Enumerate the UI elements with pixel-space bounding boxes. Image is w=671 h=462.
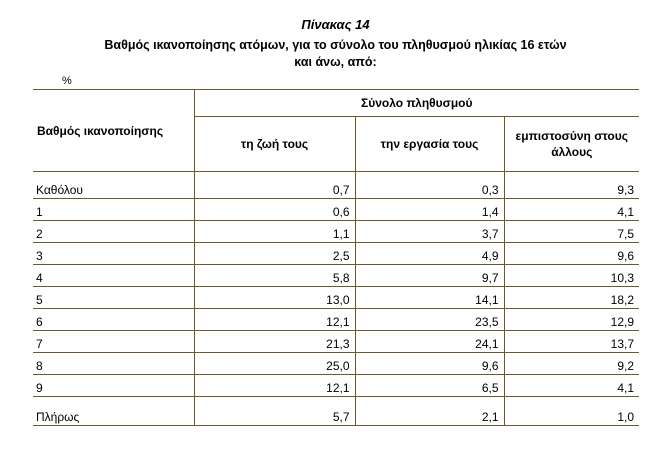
table-cell: 12,9 xyxy=(504,309,639,331)
table-cell: 1,4 xyxy=(355,199,504,221)
table-cell: 1,1 xyxy=(194,221,355,243)
table-cell: 6,5 xyxy=(355,375,504,397)
row-label: 1 xyxy=(33,199,194,221)
subtitle-line-1: Βαθμός ικανοποίησης ατόμων, για το σύνολο του πληθυσμού ηλικίας 16 ετών xyxy=(104,38,567,52)
table-row xyxy=(33,375,639,397)
row-label: 4 xyxy=(33,265,194,287)
table-body xyxy=(33,172,639,426)
table-row xyxy=(33,243,639,265)
table-row xyxy=(33,353,639,375)
row-label: 9 xyxy=(33,375,194,397)
table-row xyxy=(33,309,639,331)
table-row xyxy=(33,397,639,426)
table-cell: 5,7 xyxy=(194,397,355,426)
table-title: Πίνακας 14 xyxy=(301,17,370,32)
table-cell: 9,6 xyxy=(504,243,639,265)
table-cell: 0,7 xyxy=(194,172,355,199)
table-cell: 14,1 xyxy=(355,287,504,309)
table-cell: 13,7 xyxy=(504,331,639,353)
satisfaction-table xyxy=(33,89,639,426)
table-cell: 4,9 xyxy=(355,243,504,265)
table-cell: 0,3 xyxy=(355,172,504,199)
row-label: 6 xyxy=(33,309,194,331)
row-label: 3 xyxy=(33,243,194,265)
table-cell: 10,3 xyxy=(504,265,639,287)
table-cell: 4,1 xyxy=(504,375,639,397)
row-label: Καθόλου xyxy=(33,172,194,199)
table-cell: 9,2 xyxy=(504,353,639,375)
table-cell: 7,5 xyxy=(504,221,639,243)
table-row xyxy=(33,172,639,199)
table-cell: 9,7 xyxy=(355,265,504,287)
table-cell: 3,7 xyxy=(355,221,504,243)
group-header: Σύνολο πληθυσμού xyxy=(194,90,639,117)
table-cell: 24,1 xyxy=(355,331,504,353)
table-cell: 21,3 xyxy=(194,331,355,353)
table-cell: 1,0 xyxy=(504,397,639,426)
table-cell: 12,1 xyxy=(194,375,355,397)
table-cell: 4,1 xyxy=(504,199,639,221)
table-cell: 12,1 xyxy=(194,309,355,331)
table-cell: 13,0 xyxy=(194,287,355,309)
row-header: Βαθμός ικανοποίησης xyxy=(33,90,194,172)
unit-label: % xyxy=(62,75,72,87)
row-label: 8 xyxy=(33,353,194,375)
row-label: 7 xyxy=(33,331,194,353)
column-header: την εργασία τους xyxy=(355,117,504,172)
table-cell: 9,3 xyxy=(504,172,639,199)
row-label: 2 xyxy=(33,221,194,243)
column-header: τη ζωή τους xyxy=(194,117,355,172)
table-row xyxy=(33,265,639,287)
table-cell: 18,2 xyxy=(504,287,639,309)
table-cell: 2,1 xyxy=(355,397,504,426)
table-row xyxy=(33,221,639,243)
table-cell: 5,8 xyxy=(194,265,355,287)
column-header: εμπιστοσύνη στους άλλους xyxy=(504,117,639,172)
table-subtitle xyxy=(0,37,671,71)
subtitle-line-2: και άνω, από: xyxy=(294,55,377,69)
table-cell: 0,6 xyxy=(194,199,355,221)
table-cell: 25,0 xyxy=(194,353,355,375)
table-cell: 23,5 xyxy=(355,309,504,331)
row-label: 5 xyxy=(33,287,194,309)
table-row xyxy=(33,331,639,353)
row-label: Πλήρως xyxy=(33,397,194,426)
table-cell: 9,6 xyxy=(355,353,504,375)
table-row xyxy=(33,287,639,309)
table-cell: 2,5 xyxy=(194,243,355,265)
table-row xyxy=(33,199,639,221)
